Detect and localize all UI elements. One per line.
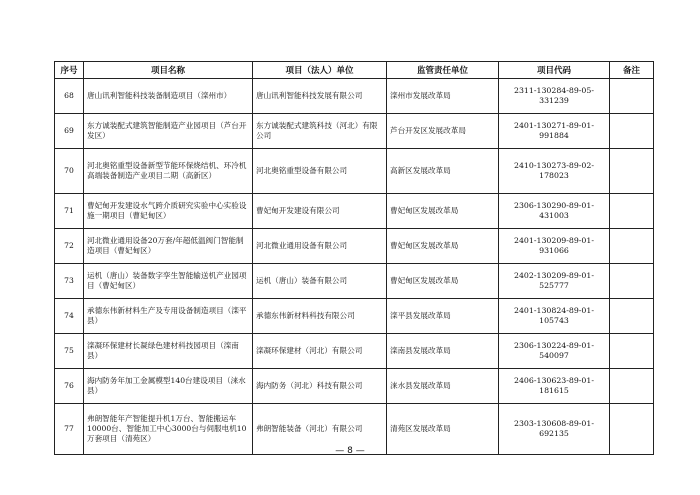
cell-project-code: 2306-130224-89-01-540097 [499, 334, 610, 369]
cell-serial: 70 [55, 149, 84, 194]
cell-serial: 75 [55, 334, 84, 369]
table-row [55, 264, 654, 299]
cell-remarks [610, 194, 654, 229]
cell-project-name: 曹妃甸开发建设水气跨介质研究实验中心实验设施一期项目（曹妃甸区） [84, 194, 253, 229]
cell-project-code: 2406-130623-89-01-181615 [499, 369, 610, 404]
cell-supervisor: 曹妃甸区发展改革局 [387, 264, 499, 299]
cell-legal-unit: 滦凝环保建材（河北）有限公司 [253, 334, 387, 369]
header-remarks: 备注 [610, 62, 654, 79]
cell-project-name: 河北微业通用设备20万套/年超低温阀门智能制造项目（曹妃甸区） [84, 229, 253, 264]
cell-supervisor: 芦台开发区发展改革局 [387, 114, 499, 149]
cell-project-name: 东方诚装配式建筑智能制造产业园项目（芦台开发区） [84, 114, 253, 149]
cell-legal-unit: 海内防务（河北）科技有限公司 [253, 369, 387, 404]
cell-legal-unit: 东方诚装配式建筑科技（河北）有限公司 [253, 114, 387, 149]
cell-supervisor: 高新区发展改革局 [387, 149, 499, 194]
cell-project-code: 2303-130608-89-01-692135 [499, 404, 610, 455]
cell-project-name: 弗朗智能年产智能提升机1万台、智能搬运车10000台、智能加工中心3000台与伺服电机10万套项目（清苑区） [84, 404, 253, 455]
cell-supervisor: 清苑区发展改革局 [387, 404, 499, 455]
cell-supervisor: 滦平县发展改革局 [387, 299, 499, 334]
table-row [55, 114, 654, 149]
cell-project-name: 运机（唐山）装备数字孪生智能输送机产业园项目（曹妃甸区） [84, 264, 253, 299]
cell-legal-unit: 唐山讯利智能科技发展有限公司 [253, 79, 387, 114]
cell-legal-unit: 运机（唐山）装备有限公司 [253, 264, 387, 299]
header-supervisor: 监管责任单位 [387, 62, 499, 79]
cell-serial: 73 [55, 264, 84, 299]
cell-legal-unit: 河北奥铭重型设备有限公司 [253, 149, 387, 194]
cell-project-code: 2401-130209-89-01-931066 [499, 229, 610, 264]
table-row [55, 194, 654, 229]
cell-supervisor: 滦南县发展改革局 [387, 334, 499, 369]
cell-legal-unit: 河北微业通用设备有限公司 [253, 229, 387, 264]
table-row [55, 334, 654, 369]
project-table [54, 61, 654, 455]
cell-project-name: 滦凝环保建材长凝绿色建材科技园项目（滦南县） [84, 334, 253, 369]
cell-remarks [610, 114, 654, 149]
page-number: — 8 — [335, 446, 365, 456]
cell-remarks [610, 369, 654, 404]
cell-remarks [610, 299, 654, 334]
cell-project-code: 2311-130284-89-05-331239 [499, 79, 610, 114]
cell-project-code: 2410-130273-89-02-178023 [499, 149, 610, 194]
cell-project-code: 2401-130271-89-01-991884 [499, 114, 610, 149]
table-row [55, 369, 654, 404]
cell-legal-unit: 弗朗智能装备（河北）有限公司 [253, 404, 387, 455]
cell-serial: 68 [55, 79, 84, 114]
cell-supervisor: 涞水县发展改革局 [387, 369, 499, 404]
cell-serial: 69 [55, 114, 84, 149]
table-header-row [55, 62, 654, 79]
cell-serial: 77 [55, 404, 84, 455]
cell-remarks [610, 149, 654, 194]
cell-serial: 72 [55, 229, 84, 264]
header-project-code: 项目代码 [499, 62, 610, 79]
cell-project-code: 2401-130824-89-01-105743 [499, 299, 610, 334]
cell-supervisor: 曹妃甸区发展改革局 [387, 229, 499, 264]
table-row [55, 229, 654, 264]
cell-project-code: 2402-130209-89-01-525777 [499, 264, 610, 299]
header-project-name: 项目名称 [84, 62, 253, 79]
header-serial: 序号 [55, 62, 84, 79]
cell-legal-unit: 承德东伟新材料科技有限公司 [253, 299, 387, 334]
cell-remarks [610, 264, 654, 299]
cell-project-name: 承德东伟新材料生产及专用设备制造项目（滦平县） [84, 299, 253, 334]
cell-serial: 74 [55, 299, 84, 334]
cell-supervisor: 滦州市发展改革局 [387, 79, 499, 114]
header-legal-unit: 项目（法人）单位 [253, 62, 387, 79]
table-row [55, 79, 654, 114]
cell-project-name: 唐山讯利智能科技装备制造项目（滦州市） [84, 79, 253, 114]
cell-remarks [610, 334, 654, 369]
table-row [55, 149, 654, 194]
cell-legal-unit: 曹妃甸开发建设有限公司 [253, 194, 387, 229]
cell-serial: 76 [55, 369, 84, 404]
cell-project-code: 2306-130290-89-01-431003 [499, 194, 610, 229]
cell-remarks [610, 229, 654, 264]
cell-serial: 71 [55, 194, 84, 229]
cell-remarks [610, 79, 654, 114]
cell-project-name: 河北奥铭重型设备新型节能环保烧结机、环冷机高端装备制造产业项目二期（高新区） [84, 149, 253, 194]
cell-project-name: 海内防务年加工金属模型140台建设项目（涞水县） [84, 369, 253, 404]
table-row [55, 299, 654, 334]
cell-supervisor: 曹妃甸区发展改革局 [387, 194, 499, 229]
